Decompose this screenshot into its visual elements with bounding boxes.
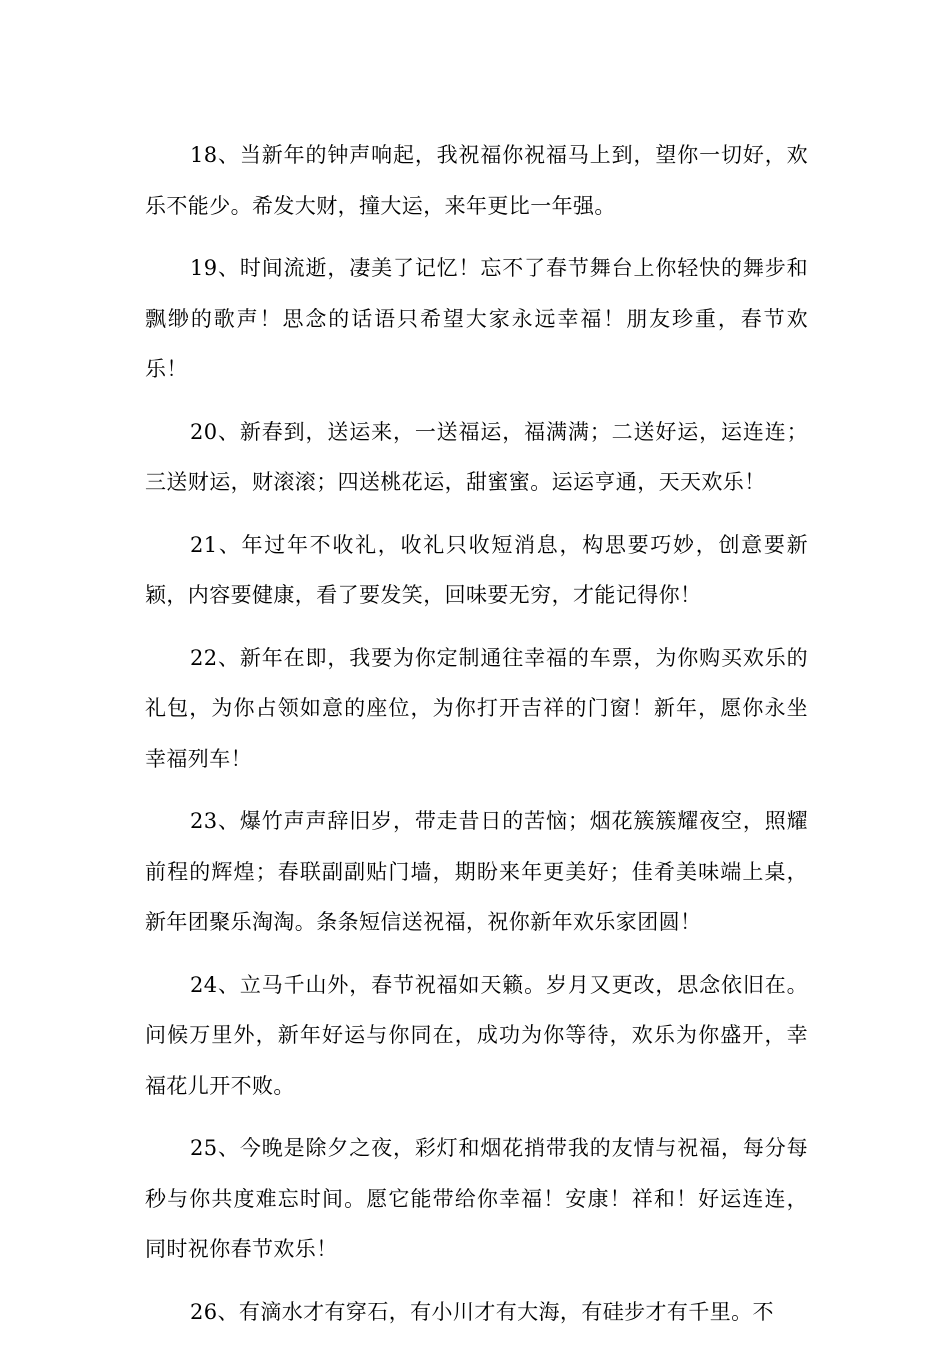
paragraph-26: 26、有滴水才有穿石，有小川才有大海，有硅步才有千里。不 <box>190 1299 774 1324</box>
document-body <box>145 130 808 1349</box>
paragraph-25: 25、今晚是除夕之夜，彩灯和烟花捎带我的友情与祝福，每分每秒与你共度难忘时间。愿它能带给你幸福！安康！祥和！好运连连，同时祝你春节欢乐！ <box>145 1136 808 1261</box>
paragraph-21: 21、年过年不收礼，收礼只收短消息，构思要巧妙，创意要新颖，内容要健康，看了要发笑，回味要无穷，才能记得你！ <box>145 532 808 607</box>
paragraph-20: 20、新春到，送运来，一送福运，福满满；二送好运，运连连；三送财运，财滚滚；四送桃花运，甜蜜蜜。运运亨通，天天欢乐！ <box>145 419 808 494</box>
paragraph-22: 22、新年在即，我要为你定制通往幸福的车票，为你购买欢乐的礼包，为你占领如意的座位，为你打开吉祥的门窗！新年，愿你永坐幸福列车！ <box>145 645 808 771</box>
paragraph-18: 18、当新年的钟声响起，我祝福你祝福马上到，望你一切好，欢乐不能少。希发大财，撞大运，来年更比一年强。 <box>145 143 808 218</box>
paragraph-19: 19、时间流逝，凄美了记忆！忘不了春节舞台上你轻快的舞步和飘缈的歌声！思念的话语只希望大家永远幸福！朋友珍重，春节欢乐！ <box>145 256 808 381</box>
paragraph-23: 23、爆竹声声辞旧岁，带走昔日的苦恼；烟花簇簇耀夜空，照耀前程的辉煌；春联副副贴门墙，期盼来年更美好；佳肴美味端上桌，新年团聚乐淘淘。条条短信送祝福，祝你新年欢乐家团圆！ <box>145 809 808 934</box>
paragraph-24: 24、立马千山外，春节祝福如天籁。岁月又更改，思念依旧在。问候万里外，新年好运与你同在，成功为你等待，欢乐为你盛开，幸福花儿开不败。 <box>145 972 808 1098</box>
